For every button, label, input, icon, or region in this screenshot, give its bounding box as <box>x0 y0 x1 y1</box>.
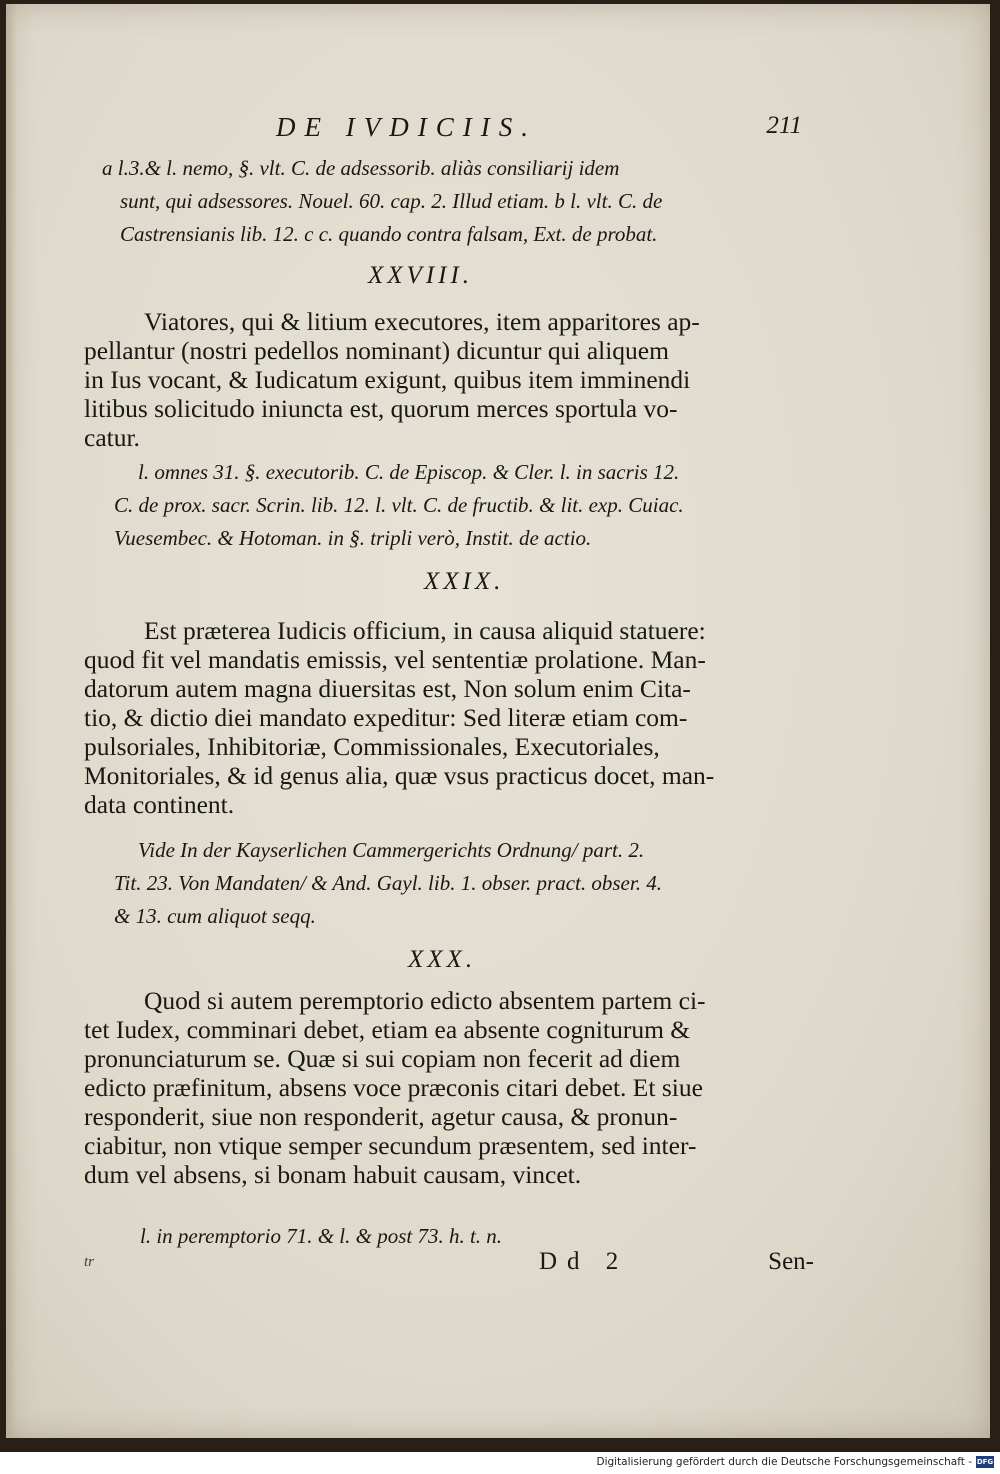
note-line: Castrensianis lib. 12. c c. quando contra falsam, Ext. de probat. <box>120 222 658 246</box>
page-header <box>276 112 802 152</box>
section-note <box>114 834 826 933</box>
note-line: l. in peremptorio 71. & l. & post 73. h. t. n. <box>140 1224 503 1248</box>
body-line: Monitoriales, & id genus alia, quæ vsus practicus docet, man- <box>84 761 715 790</box>
note-line: Vuesembec. & Hotoman. in §. tripli verò, Instit. de actio. <box>114 526 592 550</box>
body-line: data continent. <box>84 790 235 819</box>
body-line: catur. <box>84 423 140 452</box>
note-line: C. de prox. sacr. Scrin. lib. 12. l. vlt. C. de fructib. & lit. exp. Cuiac. <box>114 493 684 517</box>
running-head: DE IVDICIIS. <box>276 112 537 142</box>
note-line: Tit. 23. Von Mandaten/ & And. Gayl. lib. 1. obser. pract. obser. 4. <box>114 871 662 895</box>
section-body <box>84 986 796 1189</box>
signature-mark: Dd 2 <box>539 1248 629 1275</box>
note-line: Vide In der Kayserlichen Cammergerichts Ordnung/ part. 2. <box>138 838 645 862</box>
dfg-logo-icon: DFG <box>976 1458 994 1466</box>
body-line: Quod si autem peremptorio edicto absentem partem ci- <box>144 986 706 1015</box>
body-line: in Ius vocant, & Iudicatum exigunt, quibus item imminendi <box>84 365 691 394</box>
body-line: pronunciaturum se. Quæ si sui copiam non fecerit ad diem <box>84 1044 681 1073</box>
body-line: tio, & dictio diei mandato expeditur: Sed literæ etiam com- <box>84 703 688 732</box>
catchword: Sen- <box>768 1248 814 1275</box>
body-line: responderit, siue non responderit, agetur causa, & pronun- <box>84 1102 678 1131</box>
body-line: datorum autem magna diuersitas est, Non solum enim Cita- <box>84 674 691 703</box>
section-heading: XXVIII. <box>368 262 474 289</box>
book-page <box>6 4 990 1438</box>
body-line: edicto præfinitum, absens voce præconis citari debet. Et siue <box>84 1073 703 1102</box>
note-line: & 13. cum aliquot seqq. <box>114 904 316 928</box>
note-line: l. omnes 31. §. executorib. C. de Episcop. & Cler. l. in sacris 12. <box>138 460 680 484</box>
body-line: pulsoriales, Inhibitoriæ, Commissionales, Executoriales, <box>84 732 660 761</box>
section-note <box>114 456 826 555</box>
body-line: quod fit vel mandatis emissis, vel sententiæ prolatione. Man- <box>84 645 706 674</box>
section-body <box>84 307 796 452</box>
ink-mark: tr <box>84 1254 95 1270</box>
body-line: tet Iudex, comminari debet, etiam ea absente cogniturum & <box>84 1015 691 1044</box>
note-line: sunt, qui adsessores. Nouel. 60. cap. 2. Illud etiam. b l. vlt. C. de <box>120 189 663 213</box>
folio-number: 211 <box>766 112 802 139</box>
digitization-footer <box>0 1452 1000 1474</box>
body-line: Viatores, qui & litium executores, item apparitores ap- <box>144 307 700 336</box>
note-line: a l.3.& l. nemo, §. vlt. C. de adsessorib. aliàs consiliarij idem <box>102 156 620 180</box>
page-bottom-line <box>84 1248 814 1284</box>
funding-credit: Digitalisierung gefördert durch die Deutsche Forschungsgemeinschaft - <box>596 1456 972 1468</box>
section-heading: XXIX. <box>424 568 505 595</box>
body-line: dum vel absens, si bonam habuit causam, vincet. <box>84 1160 582 1189</box>
page-edge <box>6 4 16 1438</box>
section-heading: XXX. <box>408 946 477 973</box>
body-line: litibus solicitudo iniuncta est, quorum merces sportula vo- <box>84 394 678 423</box>
body-line: Est præterea Iudicis officium, in causa aliquid statuere: <box>144 616 706 645</box>
top-footnotes <box>102 152 814 251</box>
body-line: pellantur (nostri pedellos nominant) dicuntur qui aliquem <box>84 336 669 365</box>
section-body <box>84 616 796 819</box>
body-line: ciabitur, non vtique semper secundum præsentem, sed inter- <box>84 1131 697 1160</box>
